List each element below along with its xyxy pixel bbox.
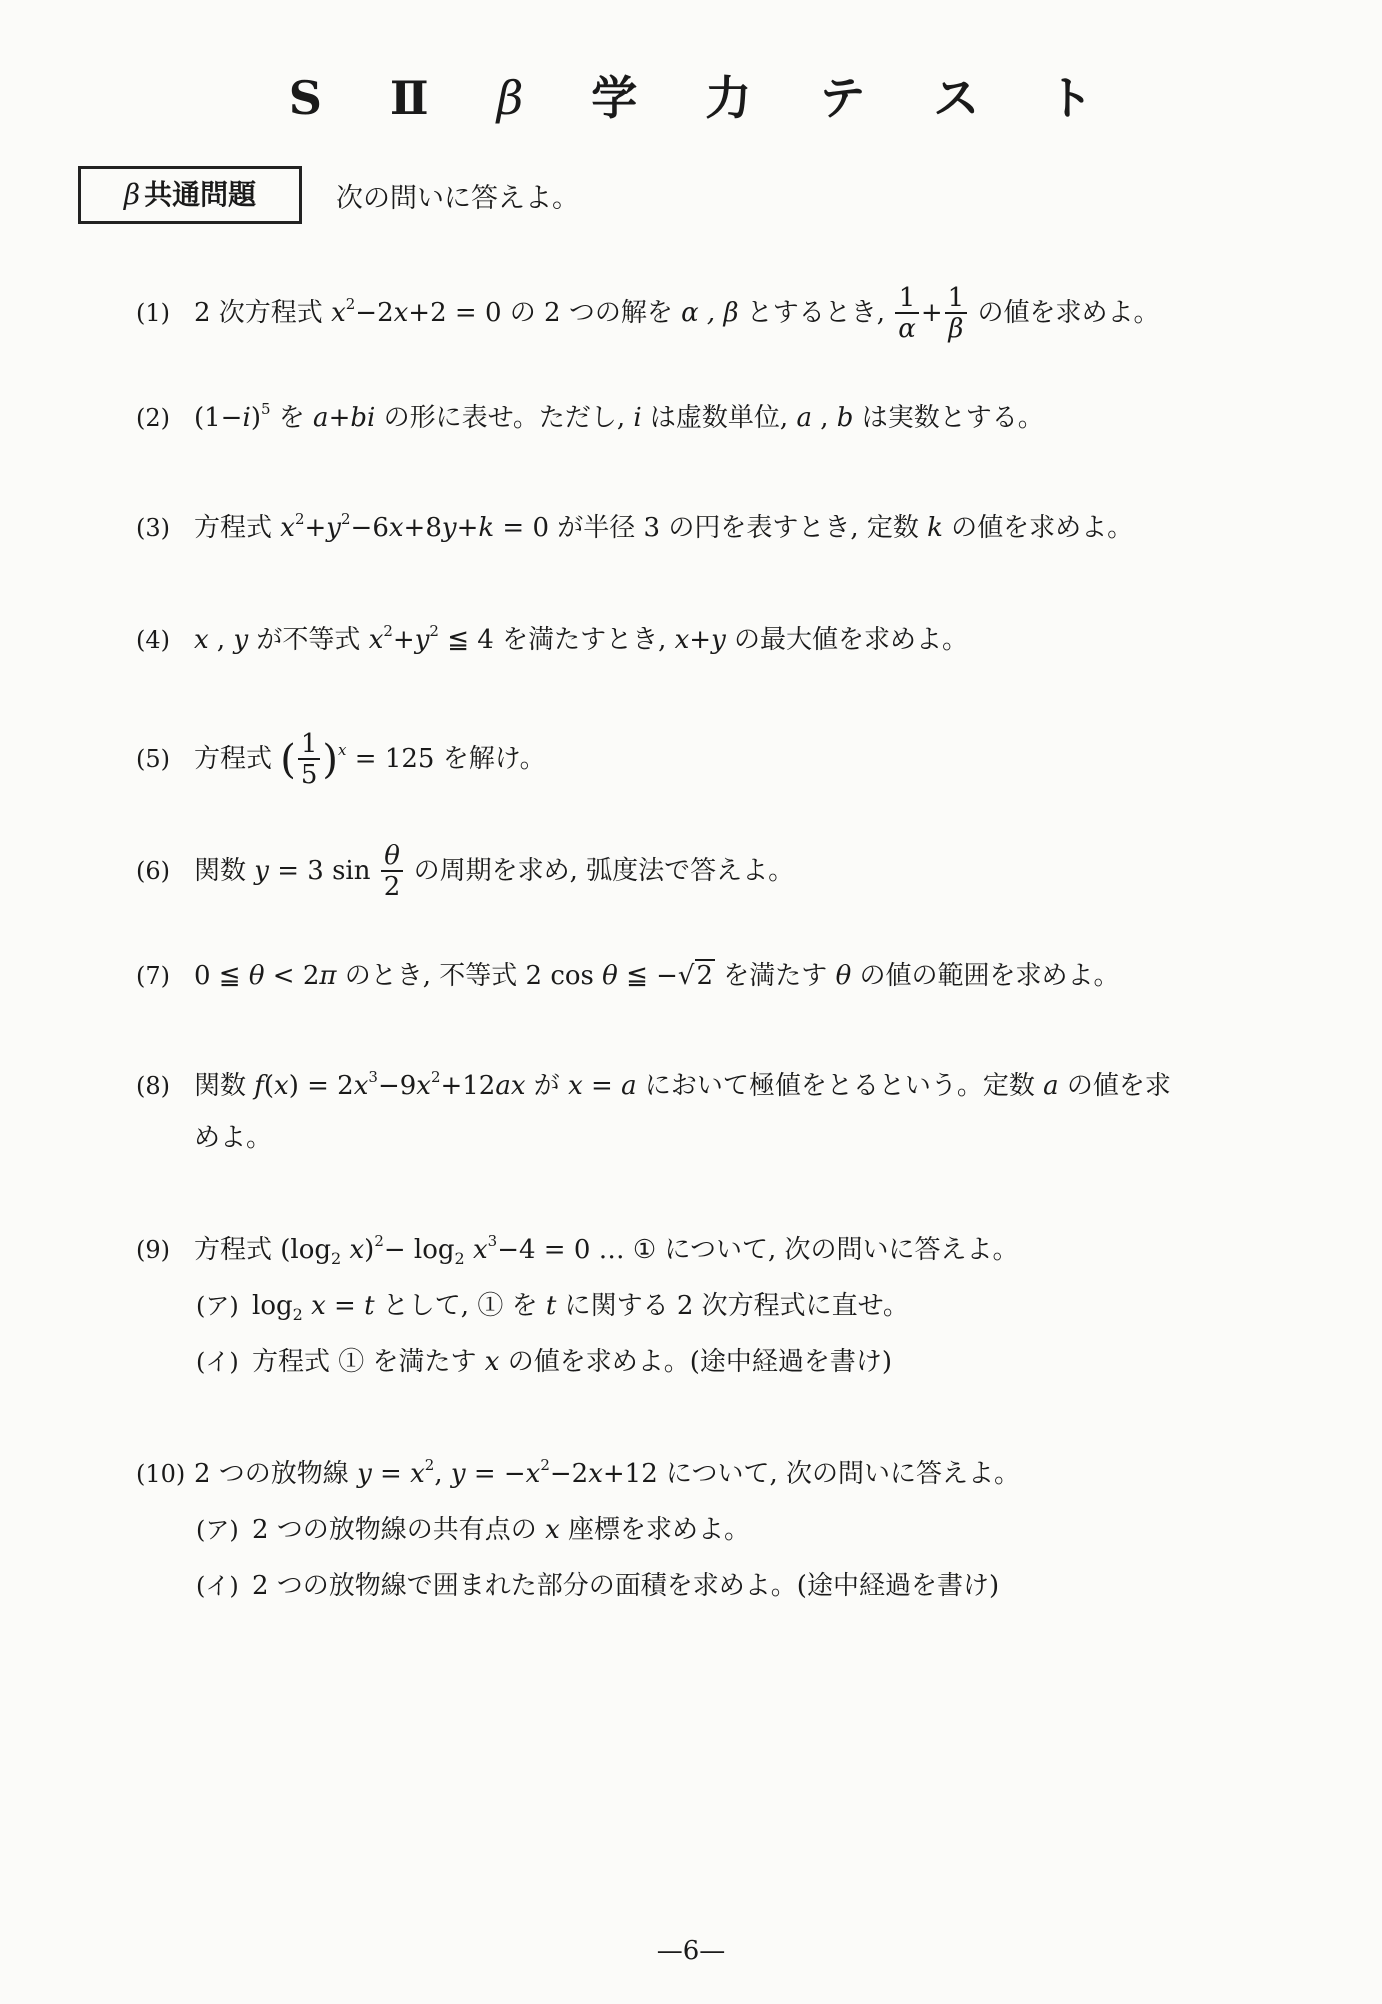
question-7: (7) 0 ≦ θ < 2π のとき, 不等式 2 cos θ ≦ −√2 を満たす θ の値の範囲を求めよ。 xyxy=(136,961,1120,991)
question-4: (4) x , y が不等式 $x^2+y^2$ ≦ 4 を満たすとき, x+y の最大値を求めよ。 xyxy=(136,622,969,655)
question-1: (1) 2 次方程式 $x^2-2x+2 = 0$ の 2 つの解を α , β とするとき, $\frac{1}{\alpha}$ + $\frac{1}{\beta}$ の値を求めよ。 xyxy=(136,283,1160,344)
section-instruction: 次の問いに答えよ。 xyxy=(336,182,579,214)
question-8-continuation: めよ。 xyxy=(194,1123,273,1153)
section-header xyxy=(78,166,579,224)
question-9b: (イ) 方程式 ① を満たす x の値を求めよ。(途中経過を書け) xyxy=(196,1347,893,1377)
question-10b: (イ) 2 つの放物線で囲まれた部分の面積を求めよ。(途中経過を書け) xyxy=(196,1571,1000,1601)
question-10a: (ア) 2 つの放物線の共有点の x 座標を求めよ。 xyxy=(196,1515,751,1545)
question-9a: (ア) $\log_2 x = t$ として, ① を t に関する 2 次方程式に直せ。 xyxy=(196,1291,909,1324)
question-8: (8) 関数 $f(x) = 2x^3-9x^2+12ax$ が x = a において極値をとるという。定数 a の値を求 xyxy=(136,1068,1171,1101)
section-label-box: β 共通問題 xyxy=(78,166,302,224)
page-title: S Ⅱ β 学 力 テ ス ト xyxy=(288,71,1094,125)
question-5: (5) 方程式 ( $\frac{1}{5}$ )$^x$ = 125 を解け。 xyxy=(136,729,546,790)
question-10: (10) 2 つの放物線 $y = x^2$, $y = -x^2-2x+12$ について, 次の問いに答えよ。 xyxy=(136,1456,1021,1489)
page-number: —6— xyxy=(656,1936,726,1966)
question-2: (2) $(1-i)^5$ を a+bi の形に表せ。ただし, i は虚数単位, a , b は実数とする。 xyxy=(136,400,1044,433)
question-3: (3) 方程式 $x^2+y^2-6x+8y+k = 0$ が半径 3 の円を表すとき, 定数 k の値を求めよ。 xyxy=(136,510,1134,543)
question-6: (6) 関数 y = 3 sin $\frac{\theta}{2}$ の周期を求め, 弧度法で答えよ。 xyxy=(136,841,795,902)
question-9: (9) 方程式 ($\log_2$ $x)^2- \log_2 x^3-4 = 0$ … ① について, 次の問いに答えよ。 xyxy=(136,1232,1019,1268)
